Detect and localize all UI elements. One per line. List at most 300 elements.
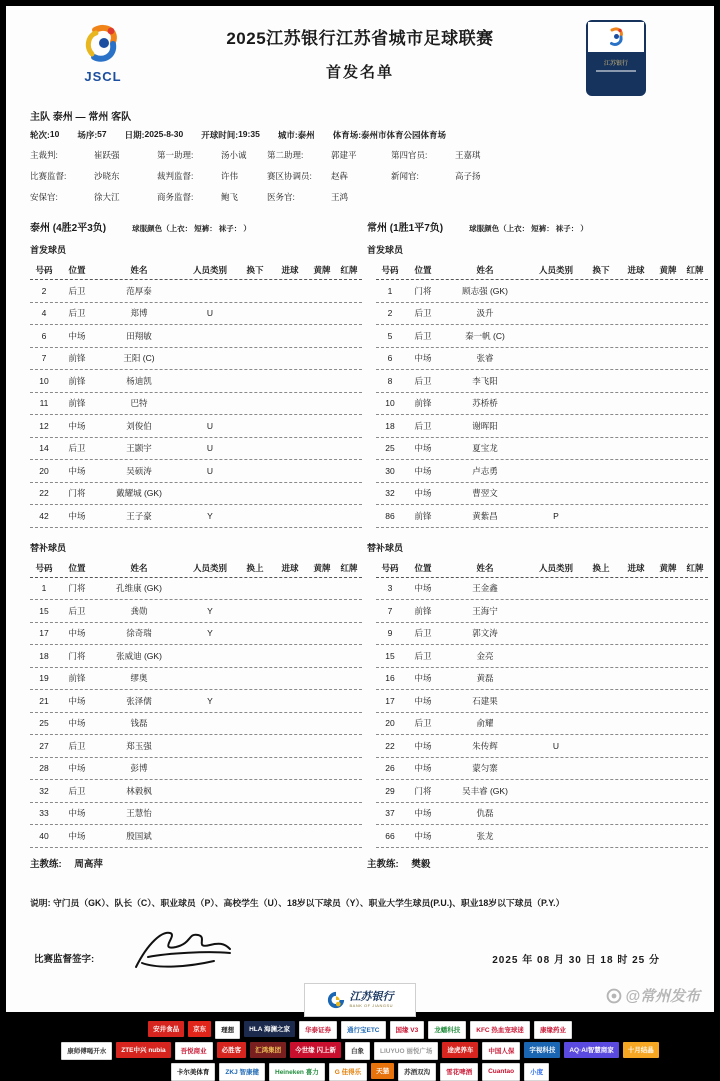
column-header: 人员类别 [192, 562, 227, 573]
player-number: 17 [385, 695, 395, 706]
player-row [30, 325, 362, 348]
info-value: 19:35 [238, 129, 260, 139]
player-name: 孔维康 (GK) [116, 583, 162, 594]
column-header: 号码 [381, 562, 399, 573]
player-position: 中场 [68, 695, 86, 706]
player-position: 后卫 [68, 605, 86, 616]
home-kit-colors: 球服颜色（上衣： 短裤： 袜子： ） [132, 224, 251, 233]
player-name: 王慧怡 [126, 808, 152, 819]
official-item [391, 170, 690, 182]
player-row [30, 668, 362, 691]
sponsor-logo: 途虎养车 [442, 1042, 478, 1058]
sponsor-logo: G 佳得乐 [329, 1063, 367, 1081]
home-starters-table [30, 261, 362, 528]
player-category: U [552, 740, 560, 751]
officials-grid [30, 149, 690, 203]
official-item [157, 149, 267, 161]
player-row [376, 735, 708, 758]
column-header: 红牌 [340, 265, 358, 275]
player-position: 后卫 [414, 650, 432, 661]
player-number: 20 [385, 718, 395, 729]
player-number: 22 [39, 488, 49, 499]
player-position: 门将 [414, 785, 432, 796]
column-header: 黄牌 [313, 562, 331, 573]
player-number: 16 [385, 673, 395, 684]
player-number: 18 [39, 650, 49, 661]
player-name: 顾志强 (GK) [462, 285, 508, 296]
official-name: 郭建平 [331, 150, 357, 160]
column-header: 换下 [592, 265, 610, 275]
watermark: @常州发布 [606, 985, 700, 1006]
official-label: 安保官: [30, 192, 58, 202]
player-position: 门将 [68, 488, 86, 499]
home-team-header [30, 219, 353, 234]
player-row [376, 668, 708, 691]
match-info-item [77, 129, 106, 141]
official-name: 赵犇 [331, 171, 349, 181]
page-title: 2025江苏银行江苏省城市足球联赛 [226, 29, 494, 48]
info-label: 日期: [124, 130, 145, 140]
official-name: 王鸿 [331, 192, 349, 202]
home-coach-label: 主教练: [30, 858, 62, 870]
player-row [376, 645, 708, 668]
column-header: 号码 [35, 562, 53, 573]
column-header: 姓名 [130, 562, 148, 573]
column-header: 姓名 [476, 265, 494, 275]
sponsor-logo: 国缘 V3 [390, 1021, 425, 1039]
player-number: 22 [385, 740, 395, 751]
player-row [30, 600, 362, 623]
column-header: 进球 [627, 265, 645, 275]
away-team-name: 常州 (1胜1平7负) [367, 223, 444, 234]
player-name: 李飞阳 [472, 375, 498, 386]
match-info-row [30, 129, 690, 141]
official-item [267, 170, 391, 182]
player-category: P [553, 510, 559, 521]
column-header: 人员类别 [192, 265, 227, 275]
away-team-header [367, 219, 690, 234]
badge-logo-icon [588, 22, 644, 52]
player-row [376, 460, 708, 483]
player-number: 40 [39, 830, 49, 841]
official-label: 第四官员: [391, 150, 428, 160]
player-row [30, 735, 362, 758]
player-row [376, 438, 708, 461]
player-position: 后卫 [68, 443, 86, 454]
player-row [376, 825, 708, 848]
player-position: 后卫 [68, 785, 86, 796]
player-row [376, 370, 708, 393]
player-row [30, 825, 362, 848]
player-position: 后卫 [414, 628, 432, 639]
player-category: Y [207, 628, 213, 639]
sponsor-logo: HLA 海澜之家 [244, 1021, 295, 1037]
player-row [30, 803, 362, 826]
official-item [391, 149, 690, 161]
official-item [30, 149, 157, 161]
sponsor-logo: 十月结晶 [623, 1042, 659, 1058]
player-name: 徐奇瑞 [126, 628, 152, 639]
column-header: 黄牌 [313, 265, 331, 275]
column-header: 红牌 [686, 265, 704, 275]
sponsor-logo: KFC 热血宠球迷 [470, 1021, 530, 1039]
player-number: 21 [39, 695, 49, 706]
official-label: 第二助理: [267, 150, 304, 160]
away-subs-label: 替补球员 [367, 542, 404, 553]
player-row [30, 303, 362, 326]
player-number: 15 [39, 605, 49, 616]
info-value: 10 [49, 129, 60, 139]
official-label: 赛区协调员: [267, 171, 312, 181]
info-label: 开球时间: [201, 130, 239, 140]
player-number: 33 [39, 808, 49, 819]
player-number: 32 [39, 785, 49, 796]
column-header: 位置 [414, 265, 432, 275]
column-header: 红牌 [340, 562, 358, 573]
match-info-item [125, 129, 184, 141]
signature-label: 比赛监督签字: [34, 953, 95, 965]
player-position: 中场 [414, 673, 432, 684]
official-label: 主裁判: [30, 150, 58, 160]
sponsor-logo: Heineken 喜力 [269, 1063, 325, 1081]
player-name: 缪奥 [130, 673, 148, 684]
player-name: 郭文涛 [472, 628, 498, 639]
player-row [30, 578, 362, 601]
official-item [157, 191, 267, 203]
home-coach-name: 周高萍 [74, 858, 103, 870]
player-name: 林毅枫 [126, 785, 152, 796]
player-position: 中场 [414, 465, 432, 476]
player-name: 夏宝龙 [472, 443, 498, 454]
player-row [376, 578, 708, 601]
legend-notes: 说明: 守门员（GK）、队长（C）、职业球员（P）、高校学生（U）、18岁以下球员（Y）、职业大学生球员(P.U.)、职业18岁以下球员（P.Y.） [30, 897, 565, 908]
player-position: 门将 [68, 583, 86, 594]
camera-icon [606, 988, 622, 1004]
player-position: 中场 [414, 353, 432, 364]
home-subs-table [30, 559, 362, 848]
player-name: 杨迪凯 [126, 375, 152, 386]
info-label: 轮次: [30, 130, 50, 140]
column-header: 人员类别 [538, 562, 573, 573]
player-name: 张睿 [476, 353, 494, 364]
official-item [267, 149, 391, 161]
player-number: 32 [385, 488, 395, 499]
jscl-logo-text: JSCL [84, 69, 122, 84]
info-label: 城市: [277, 130, 298, 140]
player-number: 15 [385, 650, 395, 661]
player-name: 戴耀城 (GK) [116, 488, 162, 499]
player-position: 中场 [414, 695, 432, 706]
away-starters-label: 首发球员 [367, 245, 404, 255]
official-label: 商务监督: [157, 192, 194, 202]
column-header: 黄牌 [659, 265, 677, 275]
sponsor-logo: 龙蟠科技 [428, 1021, 466, 1039]
match-line: 主队 泰州 — 常州 客队 [30, 112, 132, 123]
player-row [376, 393, 708, 416]
player-position: 后卫 [68, 308, 86, 319]
sponsor-logo: 卡尔美体育 [171, 1063, 216, 1081]
player-row [376, 415, 708, 438]
jscl-logo-icon [81, 22, 125, 66]
player-category: U [206, 443, 214, 454]
player-name: 刘俊伯 [126, 420, 152, 431]
player-number: 37 [385, 808, 395, 819]
player-row [30, 415, 362, 438]
player-number: 14 [39, 443, 49, 454]
player-row [376, 325, 708, 348]
player-table-header [30, 261, 362, 280]
player-name: 张威迪 (GK) [116, 650, 162, 661]
bank-name-en: BANK OF JIANGSU [349, 1002, 394, 1008]
player-name: 金亮 [476, 650, 494, 661]
league-bank-badge [586, 20, 646, 96]
player-number: 27 [39, 740, 49, 751]
player-name: 仇磊 [476, 808, 494, 819]
badge-tagline-line [596, 70, 636, 72]
player-number: 25 [385, 443, 395, 454]
sponsor-logo: 汇鸿集团 [250, 1042, 286, 1058]
column-header: 换上 [246, 562, 264, 573]
player-number: 30 [385, 465, 395, 476]
player-row [30, 370, 362, 393]
player-number: 19 [39, 673, 49, 684]
sponsor-logo: 天猫 [371, 1063, 394, 1079]
player-position: 中场 [68, 808, 86, 819]
player-row [376, 348, 708, 371]
player-position: 中场 [414, 488, 432, 499]
player-name: 王海宁 [472, 605, 498, 616]
player-row [30, 483, 362, 506]
player-name: 郑玉强 [126, 740, 152, 751]
player-position: 中场 [68, 465, 86, 476]
player-row [30, 280, 362, 303]
official-label: 第一助理: [157, 150, 194, 160]
player-position: 中场 [414, 808, 432, 819]
away-coach-name: 樊毅 [411, 858, 431, 870]
info-value: 2025-8-30 [144, 129, 184, 139]
player-row [30, 690, 362, 713]
player-position: 后卫 [414, 308, 432, 319]
column-header: 人员类别 [538, 265, 573, 275]
match-info-item [333, 129, 446, 141]
away-coach [367, 856, 690, 870]
sponsor-logo: 今世缘 闪上新 [290, 1042, 341, 1058]
player-number: 6 [387, 353, 393, 364]
player-number: 20 [39, 465, 49, 476]
home-coach [30, 856, 353, 870]
player-name: 王子豪 [126, 510, 152, 521]
official-name: 汤小诚 [221, 150, 247, 160]
sponsor-logo: 中国人保 [482, 1042, 520, 1060]
sponsor-logo: 康缘药业 [534, 1021, 572, 1039]
official-label: 裁判监督: [157, 171, 194, 181]
player-name: 彭博 [130, 763, 148, 774]
official-spacer [391, 191, 690, 203]
player-name: 郑博 [130, 308, 148, 319]
player-name: 范厚泰 [126, 285, 152, 296]
sponsor-logo: 通行宝ETC [341, 1021, 386, 1039]
player-name: 吴硕涛 [126, 465, 152, 476]
sponsor-logo: 字视科技 [524, 1042, 560, 1058]
player-position: 后卫 [68, 285, 86, 296]
player-category: U [206, 308, 214, 319]
player-name: 钱磊 [130, 718, 148, 729]
player-position: 门将 [414, 285, 432, 296]
column-header: 换下 [246, 265, 264, 275]
official-item [267, 191, 391, 203]
player-name: 苏桥桥 [472, 398, 498, 409]
player-row [30, 758, 362, 781]
player-number: 10 [385, 398, 395, 409]
player-number: 4 [41, 308, 47, 319]
player-number: 26 [385, 763, 395, 774]
player-number: 1 [387, 285, 393, 296]
official-name: 徐大江 [94, 192, 120, 202]
bank-name: 江苏银行 [349, 990, 394, 1003]
player-row [30, 645, 362, 668]
player-position: 前锋 [68, 398, 86, 409]
player-name: 殷国斌 [126, 830, 152, 841]
home-starters-label: 首发球员 [30, 245, 67, 255]
badge-bank-name: 江苏银行 [603, 61, 628, 67]
player-position: 中场 [68, 420, 86, 431]
player-name: 朱传辉 [472, 740, 498, 751]
sponsor-logo: LIUYUO 丽悦广场 [374, 1042, 438, 1060]
player-position: 后卫 [414, 420, 432, 431]
player-number: 29 [385, 785, 395, 796]
away-kit-colors: 球服颜色（上衣： 短裤： 袜子： ） [469, 224, 588, 233]
sponsor-logo: 雪花啤酒 [440, 1063, 478, 1081]
column-header: 进球 [281, 562, 299, 573]
official-name: 崔跃强 [94, 150, 120, 160]
official-name: 高子扬 [455, 171, 481, 181]
signature-datetime: 2025 年 08 月 30 日 18 时 25 分 [492, 954, 660, 966]
player-row [30, 438, 362, 461]
player-row [376, 803, 708, 826]
jiangsu-bank-icon [327, 991, 345, 1009]
team-sheet-page [6, 6, 714, 1076]
column-header: 姓名 [476, 562, 494, 573]
player-name: 张龙 [476, 830, 494, 841]
player-number: 18 [385, 420, 395, 431]
official-item [157, 170, 267, 182]
player-category: Y [207, 510, 213, 521]
column-header: 换上 [592, 562, 610, 573]
sponsor-logo: 华泰证券 [299, 1021, 337, 1039]
home-team-name: 泰州 (4胜2平3负) [30, 223, 107, 234]
page-subtitle: 首发名单 [325, 64, 394, 81]
player-row [30, 780, 362, 803]
sponsor-row [30, 1063, 690, 1081]
player-number: 3 [387, 583, 393, 594]
official-label: 比赛监督: [30, 171, 67, 181]
sponsor-logo: 安井食品 [148, 1021, 184, 1037]
player-name: 卢志勇 [472, 465, 498, 476]
player-position: 中场 [414, 830, 432, 841]
sponsor-logo: 小度 [524, 1063, 549, 1081]
official-item [30, 170, 157, 182]
player-category: U [206, 420, 214, 431]
player-name: 汲升 [476, 308, 494, 319]
away-starters-table [376, 261, 708, 528]
sponsor-logo: 吾悦商业 [175, 1042, 213, 1060]
official-label: 新闻官: [391, 171, 419, 181]
player-row [376, 280, 708, 303]
player-row [376, 303, 708, 326]
info-label: 体育场: [332, 130, 362, 140]
match-info-item [201, 129, 260, 141]
info-label: 场序: [77, 130, 98, 140]
player-row [376, 483, 708, 506]
player-name: 吴丰睿 (GK) [462, 785, 508, 796]
official-name: 鲍飞 [221, 192, 239, 202]
player-position: 前锋 [68, 375, 86, 386]
player-category: U [206, 465, 214, 476]
player-name: 龚勋 [130, 605, 148, 616]
signature-row [30, 923, 690, 981]
player-number: 1 [41, 583, 47, 594]
player-name: 王金鑫 [472, 583, 498, 594]
player-position: 后卫 [414, 718, 432, 729]
player-row [376, 505, 708, 528]
player-position: 中场 [68, 330, 86, 341]
player-row [376, 713, 708, 736]
player-position: 门将 [68, 650, 86, 661]
away-subs-table [376, 559, 708, 848]
player-position: 中场 [68, 510, 86, 521]
column-header: 姓名 [130, 265, 148, 275]
column-header: 号码 [35, 265, 53, 275]
official-name: 王嘉琪 [455, 150, 481, 160]
home-subs-label: 替补球员 [30, 542, 67, 553]
player-number: 2 [387, 308, 393, 319]
player-name: 田翔敏 [126, 330, 152, 341]
player-position: 后卫 [414, 330, 432, 341]
player-position: 前锋 [414, 398, 432, 409]
sponsor-logos [30, 1021, 690, 1081]
player-row [30, 460, 362, 483]
player-name: 秦一帆 (C) [465, 330, 505, 341]
sponsor-row [30, 1021, 690, 1039]
player-row [376, 690, 708, 713]
player-position: 中场 [68, 628, 86, 639]
match-info-item [278, 129, 315, 141]
sponsor-logo: 京东 [188, 1021, 211, 1037]
player-number: 7 [387, 605, 393, 616]
official-name: 沙晓东 [94, 171, 120, 181]
player-name: 黄磊 [476, 673, 494, 684]
player-number: 9 [387, 628, 393, 639]
official-label: 医务官: [267, 192, 295, 202]
column-header: 位置 [68, 265, 86, 275]
sponsor-row [30, 1042, 690, 1060]
player-position: 中场 [414, 763, 432, 774]
official-item [30, 191, 157, 203]
info-value: 泰州 [297, 130, 315, 140]
player-position: 中场 [68, 763, 86, 774]
player-number: 28 [39, 763, 49, 774]
away-coach-label: 主教练: [367, 858, 399, 870]
info-value: 57 [97, 129, 107, 139]
player-table-header [30, 559, 362, 578]
match-info-item [30, 129, 59, 141]
player-position: 前锋 [414, 605, 432, 616]
player-name: 石建果 [472, 695, 498, 706]
sponsor-logo: ZTE中兴 nubia [116, 1042, 170, 1058]
official-name: 许伟 [221, 171, 239, 181]
header [30, 12, 690, 104]
player-number: 12 [39, 420, 49, 431]
